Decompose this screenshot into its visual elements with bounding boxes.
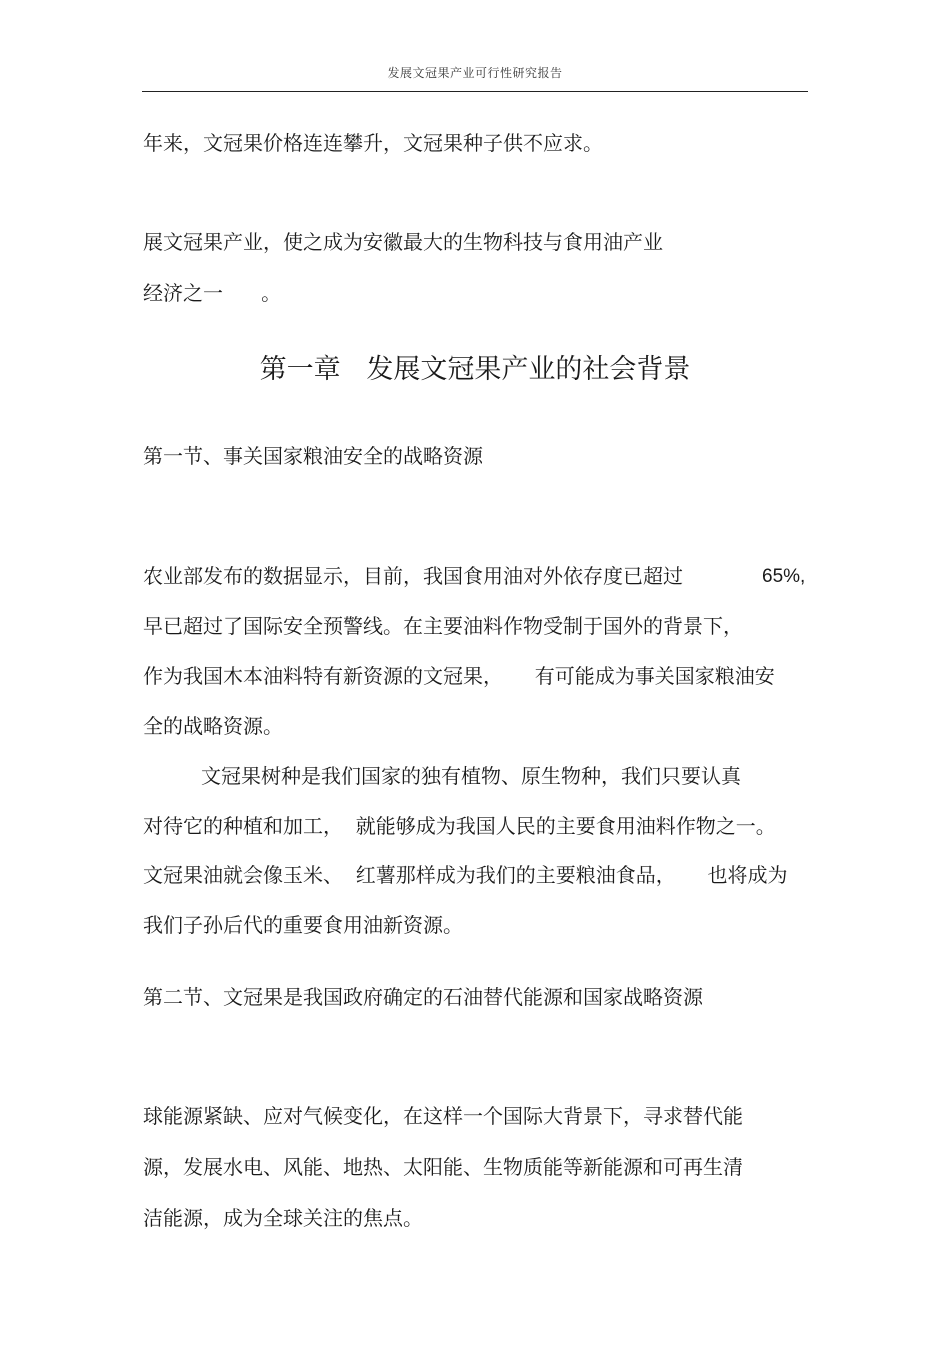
intro-line-1: 年来，文冠果价格连连攀升，文冠果种子供不应求。 [143, 131, 603, 155]
section1-p1-line-2: 早已超过了国际安全预警线。在主要油料作物受制于国外的背景下， [143, 614, 743, 638]
section1-p1-percent: 65%, [762, 566, 806, 587]
chapter-title: 第一章 发展文冠果产业的社会背景 [259, 354, 691, 385]
section1-p1-line-3: 作为我国木本油料特有新资源的文冠果， 有可能成为事关国家粮油安 [143, 664, 775, 688]
section1-p2-line-4: 我们子孙后代的重要食用油新资源。 [143, 913, 463, 937]
intro-line-3: 经济之一 。 [143, 281, 282, 305]
intro-line-2: 展文冠果产业，使之成为安徽最大的生物科技与食用油产业 [143, 230, 663, 254]
section2-heading: 第二节、文冠果是我国政府确定的石油替代能源和国家战略资源 [143, 985, 703, 1009]
section1-p2-line-2: 对待它的种植和加工， 就能够成为我国人民的主要食用油料作物之一。 [143, 814, 776, 838]
section1-p2-line-3: 文冠果油就会像玉米、 红薯那样成为我们的主要粮油食品， 也将成为 [143, 863, 788, 887]
section1-p2-line-1: 文冠果树种是我们国家的独有植物、原生物种，我们只要认真 [201, 764, 741, 788]
section2-p1-line-2: 源，发展水电、风能、地热、太阳能、生物质能等新能源和可再生清 [143, 1155, 743, 1179]
running-header: 发展文冠果产业可行性研究报告 [387, 66, 563, 80]
header-rule [142, 91, 808, 92]
section2-p1-line-3: 洁能源，成为全球关注的焦点。 [143, 1206, 423, 1230]
section1-heading: 第一节、事关国家粮油安全的战略资源 [143, 444, 483, 468]
section1-p1-line-4: 全的战略资源。 [143, 714, 283, 738]
section2-p1-line-1: 球能源紧缺、应对气候变化，在这样一个国际大背景下，寻求替代能 [143, 1104, 743, 1128]
section1-p1-line-1: 农业部发布的数据显示，目前，我国食用油对外依存度已超过 [143, 564, 683, 588]
